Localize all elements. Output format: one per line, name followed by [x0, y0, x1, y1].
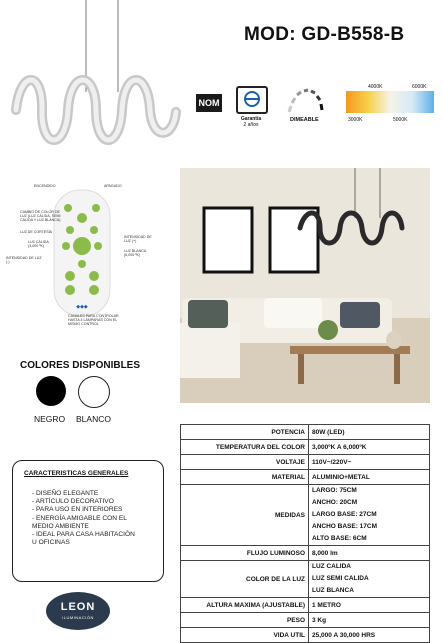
spec-row — [181, 425, 430, 440]
spec-key: PESO — [181, 613, 309, 628]
spec-key: VOLTAJE — [181, 455, 309, 470]
spec-value-line: 3,000ºK A 6,000ºK — [312, 443, 367, 451]
spec-row — [181, 455, 430, 470]
caracteristica-item: - PARA USO EN INTERIORES — [32, 506, 123, 514]
spec-value — [309, 440, 430, 455]
remote-control-icon — [52, 188, 112, 318]
spec-row — [181, 485, 430, 546]
spec-value-line: ALUMINIO+METAL — [312, 473, 370, 481]
nom-badge: NOM — [196, 94, 222, 112]
temp-6000k: 6000K — [412, 84, 427, 90]
spec-key: FLUJO LUMINOSO — [181, 546, 309, 561]
spec-row — [181, 628, 430, 643]
spec-row — [181, 440, 430, 455]
spec-value-line: LARGO BASE: 27CM — [312, 511, 377, 518]
spec-value-line: ALTO BASE: 6CM — [312, 535, 367, 542]
spec-value — [309, 598, 430, 613]
spec-row — [181, 546, 430, 561]
caracteristicas-list — [32, 490, 136, 547]
spec-row — [181, 561, 430, 598]
product-lamp-image — [8, 0, 183, 160]
temp-5000k: 5000K — [393, 117, 408, 123]
spec-value-line: 1 METRO — [312, 601, 341, 609]
spec-value-line: 110V~/220V~ — [312, 458, 352, 466]
spec-row — [181, 613, 430, 628]
spec-value — [309, 613, 430, 628]
dimeable-label: DIMEABLE — [290, 117, 319, 123]
remote-label-apagado: APAGADO — [104, 184, 122, 188]
spec-key: MEDIDAS — [181, 485, 309, 546]
swatch-negro — [36, 376, 66, 406]
spec-value — [309, 470, 430, 485]
remote-label-luz-calida: LUZ CÁLIDA (3,000 ºK) — [28, 240, 49, 248]
remote-label-luz-blanca: LUZ BLANCA (6,000 ºK) — [124, 249, 146, 257]
caracteristica-item: - ARTÍCULO DECORATIVO — [32, 498, 114, 506]
spec-value-line: 80W (LED) — [312, 428, 345, 436]
spec-value-line: ANCHO BASE: 17CM — [312, 523, 378, 530]
caracteristica-item: - ENERGÍA AMIGABLE CON EL MEDIO AMBIENTE — [32, 514, 127, 530]
spec-value-line: LUZ BLANCA — [312, 587, 354, 594]
spec-value-line: LARGO: 75CM — [312, 487, 357, 494]
spec-value-line: 25,000 A 30,000 HRS — [312, 631, 376, 639]
spec-value-line: 3 Kg — [312, 616, 327, 624]
remote-label-encendido: ENCENDIDO — [34, 184, 56, 188]
spec-key: COLOR DE LA LUZ — [181, 561, 309, 598]
leon-logo: LEON ILUMINACIÓN — [46, 592, 110, 630]
spec-value — [309, 485, 430, 546]
svg-text:◆◆◆: ◆◆◆ — [76, 304, 88, 310]
spec-table — [180, 424, 430, 643]
remote-label-canales: CANALES PARA CONTROLAR HASTA 4 LÁMPARAS CON EL MISMO CONTROL — [68, 314, 119, 326]
remote-control-diagram — [0, 180, 175, 350]
spec-key: TEMPERATURA DEL COLOR — [181, 440, 309, 455]
spec-value — [309, 628, 430, 643]
remote-label-intensidad-menos: INTENSIDAD DE LUZ (-) — [6, 256, 42, 264]
swatch-label-negro: NEGRO — [34, 414, 66, 424]
remote-label-cambio-color: CAMBIO DE COLOR DE LUZ (LUZ CÁLIDA, SEMI CÁLIDA Y LUZ BLANCA) — [20, 210, 61, 222]
spec-value — [309, 561, 430, 598]
remote-label-luz-cortesia: LUZ DE CORTESÍA — [20, 230, 53, 234]
spec-row — [181, 598, 430, 613]
room-photo — [180, 168, 430, 403]
dimmable-icon — [283, 86, 325, 116]
spec-value — [309, 455, 430, 470]
colores-title: COLORES DISPONIBLES — [20, 360, 141, 371]
remote-label-intensidad-mas: INTENSIDAD DE LUZ (+) — [124, 235, 152, 243]
model-title: MOD: GD-B558-B — [244, 24, 405, 45]
spec-value-line: 8,000 lm — [312, 549, 338, 557]
warranty-icon — [236, 86, 268, 114]
spec-key: VIDA UTIL — [181, 628, 309, 643]
temp-4000k: 4000K — [368, 84, 383, 90]
spec-key: ALTURA MAXIMA (AJUSTABLE) — [181, 598, 309, 613]
spec-key: POTENCIA — [181, 425, 309, 440]
caracteristica-item: - DISEÑO ELEGANTE — [32, 490, 99, 497]
swatch-blanco — [78, 376, 110, 408]
color-temperature-spectrum — [346, 91, 434, 113]
spec-row — [181, 470, 430, 485]
temp-3000k: 3000K — [348, 117, 363, 123]
spec-key: MATERIAL — [181, 470, 309, 485]
spec-value — [309, 425, 430, 440]
warranty-label: Garantía 2 años — [240, 116, 262, 128]
spec-value-line: ANCHO: 20CM — [312, 499, 358, 506]
caracteristica-item: - IDEAL PARA CASA HABITACIÓN U OFICINAS — [32, 531, 135, 547]
spec-value-line: LUZ CALIDA — [312, 563, 351, 570]
spec-value — [309, 546, 430, 561]
spec-value-line: LUZ SEMI CALIDA — [312, 575, 369, 582]
caracteristicas-title: CARACTERISTICAS GENERALES — [24, 470, 129, 477]
swatch-label-blanco: BLANCO — [76, 414, 111, 424]
